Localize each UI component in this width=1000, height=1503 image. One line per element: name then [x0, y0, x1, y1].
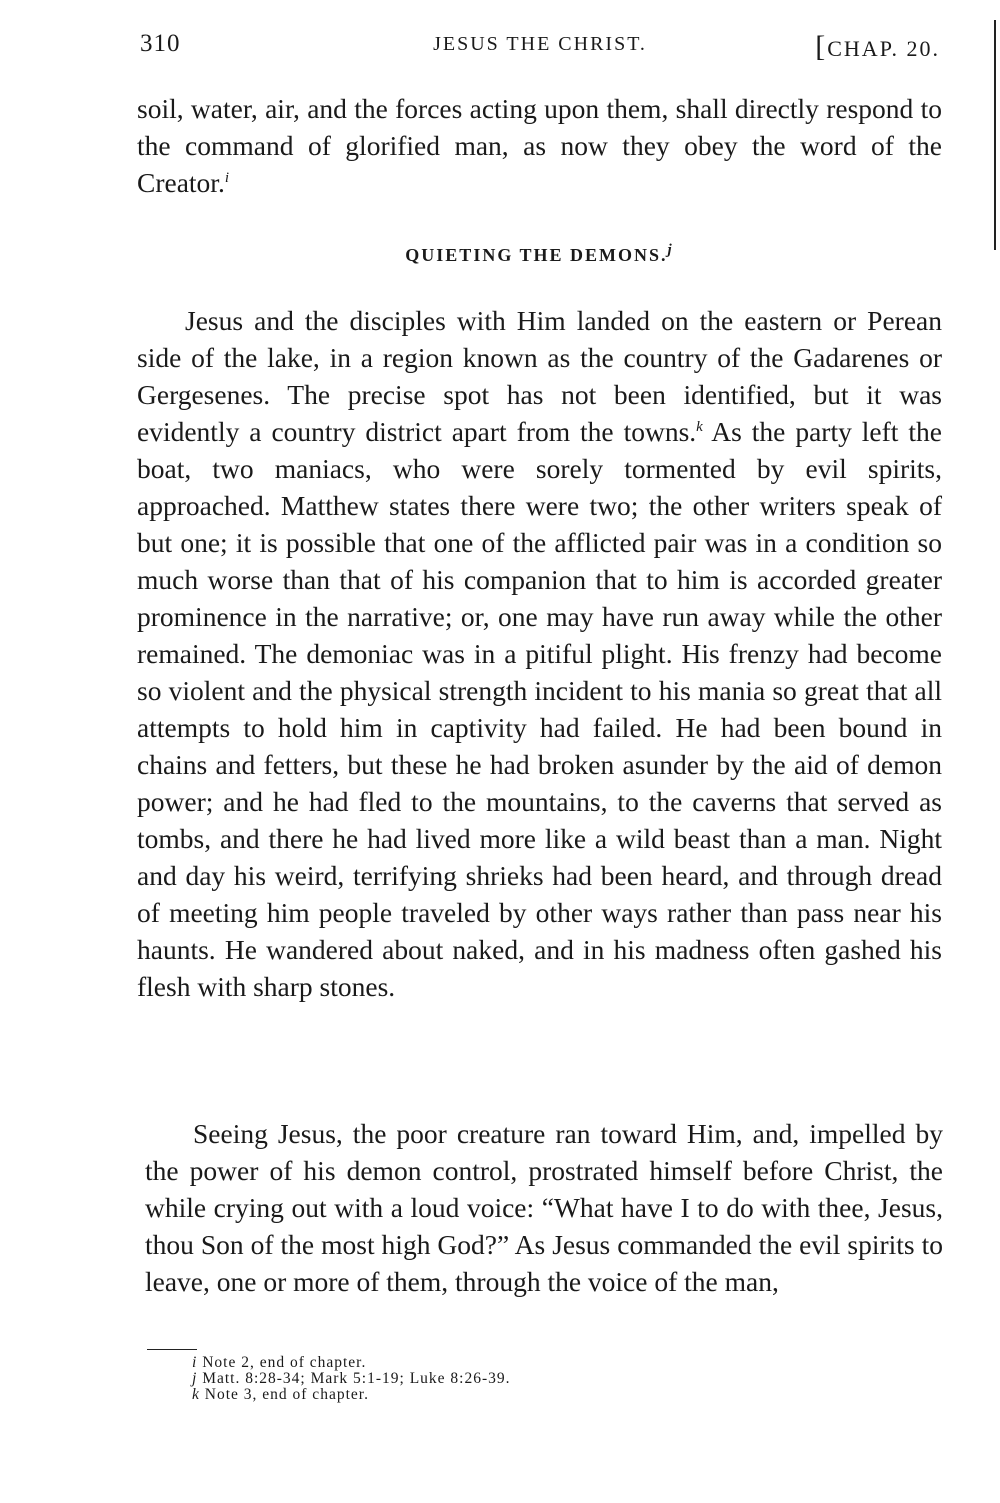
footnote-ref-k: k — [696, 418, 703, 435]
footnote-text: Matt. 8:28-34; Mark 5:1-19; Luke 8:26-39. — [202, 1370, 511, 1387]
footnotes — [192, 1355, 792, 1403]
chapter-label: CHAP. 20. — [827, 36, 940, 61]
paragraph-1-part-b: As the party left the boat, two maniacs, who were sorely tormented by evil spirits, approached. Matthew states there were two; the other writers speak of but one; it is possible that one of the afflicted pair was in a condition so much worse than that of his companion that to him is accorded greater prominence in the narrative; or, one may have run away while the other remained. The demoniac was in a pitiful plight. His frenzy had become so violent and the physical strength incident to his mania so great that all attempts to hold him in captivity had failed. He had been bound in chains and fetters, but these he had broken asunder by the aid of demon power; and he had fled to the mountains, to the caverns that served as tombs, and there he had lived more like a wild beast than a man. Night and day his weird, terrifying shrieks had been heard, and through dread of meeting him people traveled by other ways rather than pass near his haunts. He wandered about naked, and in his madness often gashed his flesh with sharp stones. — [137, 416, 942, 1002]
footnote-ref-i: i — [224, 169, 229, 186]
footnote-text: Note 3, end of chapter. — [204, 1386, 369, 1403]
continued-paragraph — [137, 90, 942, 201]
footnote-mark: j — [192, 1370, 198, 1387]
footnote-i — [192, 1355, 792, 1371]
paragraph-2-text: Seeing Jesus, the poor creature ran toward Him, and, impelled by the power of his demon control, prostrated himself before Christ, the while crying out with a loud voice: “What have I to do with thee, Jesus, thou Son of the most high God?” As Jesus commanded the evil spirits to leave, one or more of them, through the voice of the man, — [145, 1118, 943, 1297]
paragraph-1-part-a: Jesus and the disciples with Him landed on the eastern or Perean side of the lake, in a region known as the country of the Gadarenes or Gergesenes. The precise spot has not been identified, but it was evidently a country district apart from the towns. — [137, 305, 942, 447]
chapter-reference — [815, 30, 940, 64]
paragraph-2 — [145, 1115, 943, 1300]
chapter-bracket: [ — [815, 30, 828, 63]
footnote-mark: i — [192, 1354, 198, 1371]
footnote-mark: k — [192, 1386, 200, 1403]
paragraph-1 — [137, 302, 942, 1005]
running-title: JESUS THE CHRIST. — [433, 33, 647, 55]
section-heading — [137, 242, 942, 266]
page-number: 310 — [140, 30, 181, 57]
footnote-k — [192, 1387, 792, 1403]
running-header — [140, 30, 940, 70]
footnote-ref-j: j — [667, 242, 674, 258]
continued-paragraph-text: soil, water, air, and the forces acting upon them, shall directly respond to the command of glorified man, as now they obey the word of the Creator. — [137, 93, 942, 198]
margin-rule — [994, 20, 996, 250]
footnote-j — [192, 1371, 792, 1387]
footnote-text: Note 2, end of chapter. — [202, 1354, 367, 1371]
section-heading-text: QUIETING THE DEMONS. — [405, 245, 668, 265]
footnote-divider — [147, 1349, 197, 1350]
